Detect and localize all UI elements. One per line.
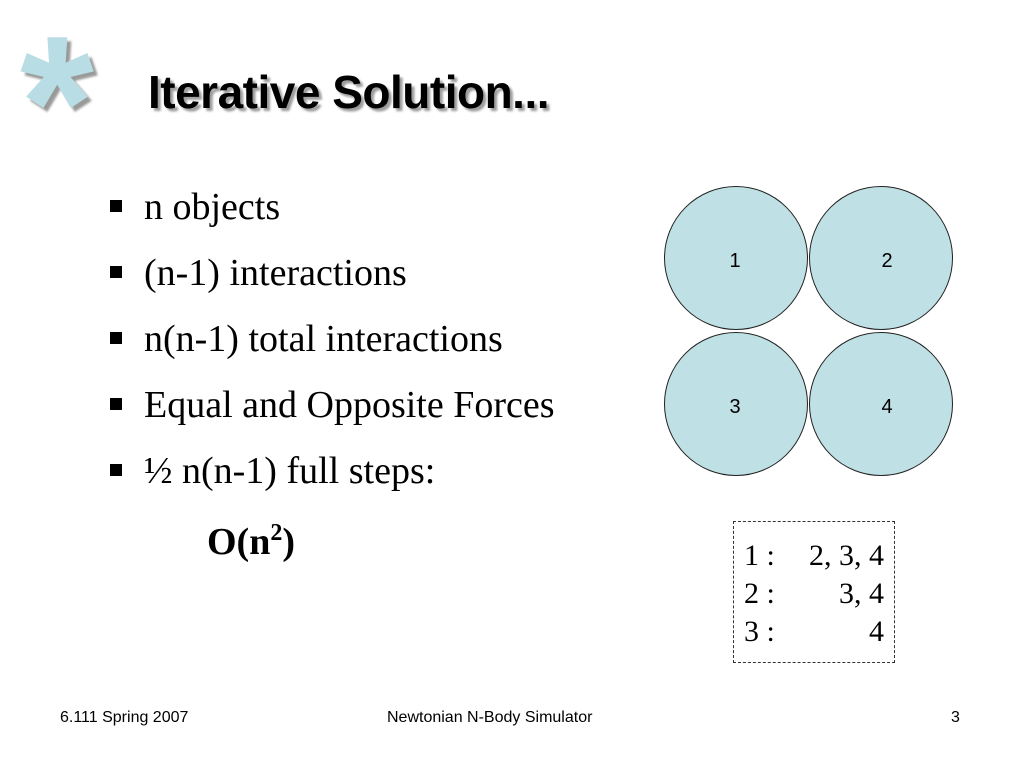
square-bullet-icon xyxy=(110,332,122,344)
footer-project: Newtonian N-Body Simulator xyxy=(387,709,593,726)
bullet-text: (n-1) interactions xyxy=(144,252,407,294)
bullet-text: n(n-1) total interactions xyxy=(144,318,503,360)
pair-row-right: 3, 4 xyxy=(839,577,884,610)
body-circle-1 xyxy=(664,186,808,330)
body-label: 1 xyxy=(729,250,741,272)
complexity-base: O(n xyxy=(207,521,271,563)
bullet-item xyxy=(108,182,555,248)
bullet-item xyxy=(108,380,555,446)
body-circle-4 xyxy=(809,332,953,476)
bullet-text: ½ n(n-1) full steps: xyxy=(144,450,436,492)
pair-row-right: 4 xyxy=(869,615,884,648)
body-label: 4 xyxy=(881,396,893,418)
pair-row-left: 1 : xyxy=(744,539,775,572)
complexity-close: ) xyxy=(282,521,296,563)
bullet-list xyxy=(108,182,555,512)
footer-page-number: 3 xyxy=(951,709,960,726)
bullet-text: Equal and Opposite Forces xyxy=(144,384,555,426)
body-circle-2 xyxy=(809,186,953,330)
bullet-item xyxy=(108,248,555,314)
complexity-formula xyxy=(207,517,295,567)
pair-row-left: 2 : xyxy=(744,577,775,610)
pair-row-right: 2, 3, 4 xyxy=(809,539,884,572)
bullet-item xyxy=(108,314,555,380)
bullet-text: n objects xyxy=(144,186,281,228)
square-bullet-icon xyxy=(110,266,122,278)
square-bullet-icon xyxy=(110,398,122,410)
complexity-exponent: 2 xyxy=(270,520,283,546)
body-circle-3 xyxy=(664,332,808,476)
square-bullet-icon xyxy=(110,200,122,212)
square-bullet-icon xyxy=(110,464,122,476)
bullet-item xyxy=(108,446,555,512)
body-label: 3 xyxy=(729,396,741,418)
asterisk-icon: * xyxy=(20,0,94,209)
interaction-pairs-box xyxy=(733,521,895,663)
footer-course: 6.111 Spring 2007 xyxy=(60,709,189,726)
pair-row-left: 3 : xyxy=(744,615,775,648)
slide-title: Iterative Solution... xyxy=(148,66,550,118)
body-label: 2 xyxy=(881,250,893,272)
bodies-diagram xyxy=(664,186,960,482)
